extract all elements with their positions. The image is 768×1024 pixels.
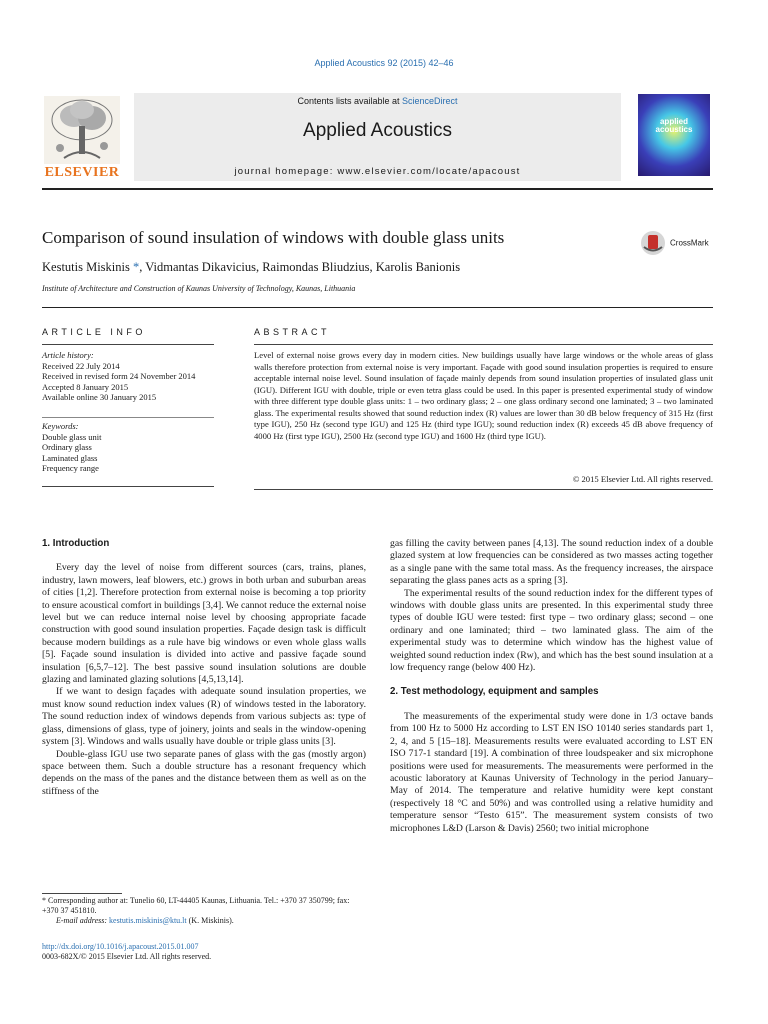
history-accepted: Accepted 8 January 2015 — [42, 381, 129, 392]
contents-prefix: Contents lists available at — [297, 96, 403, 106]
journal-citation[interactable]: Applied Acoustics 92 (2015) 42–46 — [314, 58, 454, 68]
history-online: Available online 30 January 2015 — [42, 392, 157, 403]
abstract-divider — [254, 344, 713, 345]
info-divider — [42, 344, 214, 345]
author-list — [42, 260, 460, 275]
intro-paragraph: Every day the level of noise from different sources (cars, trains, planes, industry, lawn mowers, leaf blowers, etc.) grows in both urban and suburban areas of cities [1,2]. Therefore protection from external noise is becoming a top priority to ensure acoustical comfort in buildings [3,4]. We cannot reduce the external noise level but we can reduce internal noise level by choosing appropriate facade construction with good sound insulation properties. Façade design task is difficult because modern buildings as a rule have big windows or even whole glass walls [5]. Façade sound insulation is divided into active and passive façade sound insulation [6,5,7–12]. The best passive sound insulation solutions are double glazing and laminated glazing solutions [4,5,13,14]. — [42, 562, 366, 686]
footnote — [42, 896, 366, 927]
header-rule — [42, 188, 713, 190]
publisher-wordmark: ELSEVIER — [44, 165, 120, 180]
footnote-rule — [42, 893, 122, 894]
email-label: E-mail address: — [56, 916, 110, 926]
contents-line — [134, 96, 621, 106]
history-label: Article history: — [42, 350, 94, 360]
methods-paragraph: The measurements of the experimental study were done in 1/3 octave bands from 100 Hz to 5000 Hz according to LST EN ISO 10140 series standards part 1, 2, 4, and 5 [15–18]. Measurements results were evaluated according to LST EN ISO 717-1 standard [19]. A combination of three loudspeaker and six microphone positions were used for measurements. The measurements were performed in the acoustic laboratory at Kaunas University of Technology in the period January–May of 2014. The temperature and relative humidity were kept constant (respectively 18 °C and 50%) and was controlled using a relative humidity and temperature sensor “Testo 615”. The measurement system consists of two microphones L&D (Larson & Davis) 2560; two initial microphone — [390, 710, 713, 834]
keyword-item: Ordinary glass — [42, 442, 92, 453]
history-revised: Received in revised form 24 November 2014 — [42, 371, 196, 382]
abstract-copyright: © 2015 Elsevier Ltd. All rights reserved. — [572, 474, 713, 484]
crossmark-icon — [640, 230, 666, 256]
article-info-heading: ARTICLE INFO — [42, 327, 146, 337]
keyword-item: Laminated glass — [42, 452, 98, 463]
methods-heading: 2. Test methodology, equipment and samples — [390, 686, 599, 698]
co-authors: , Vidmantas Dikavicius, Raimondas Bliudzius, Karolis Banionis — [139, 260, 461, 274]
keywords-divider — [42, 417, 214, 418]
intro-paragraph: If we want to design façades with adequate sound insulation properties, we must know sound reduction index values (R) of windows tested in the laboratory. The sound reduction index of windows depends from various subjects as: type of glass, dimensions of glass, type of joinery, joints and seals in the window-opening system [3]. Windows and walls usually have double or triple glass units [3]. — [42, 686, 366, 748]
email-suffix: (K. Miskinis). — [186, 916, 234, 926]
elsevier-tree-logo — [44, 96, 120, 164]
article-title: Comparison of sound insulation of windows with double glass units — [42, 228, 505, 247]
sciencedirect-link[interactable]: ScienceDirect — [402, 96, 458, 106]
introduction-heading: 1. Introduction — [42, 538, 110, 549]
first-author: Kestutis Miskinis — [42, 260, 133, 274]
cover-title: applied acoustics — [655, 117, 693, 134]
intro-paragraph: gas filling the cavity between panes [4,13]. The sound reduction index of a double glazed system at low frequencies can be considered as two masses acting together as a single pane with the same total mass. As the frequency increases, the airspace separating the glass panes acts as a spring [3]. — [390, 538, 713, 587]
crossmark-badge[interactable] — [640, 230, 709, 256]
page-footer — [42, 942, 366, 962]
left-column — [42, 538, 366, 798]
article-history — [42, 350, 214, 403]
crossmark-label: CrossMark — [670, 238, 709, 248]
journal-homepage[interactable]: journal homepage: www.elsevier.com/locate/apacoust — [234, 166, 521, 177]
abstract-heading: ABSTRACT — [254, 327, 331, 337]
keyword-item: Frequency range — [42, 463, 99, 474]
corresponding-author-note: * Corresponding author at: Tunelio 60, LT-44405 Kaunas, Lithuania. Tel.: +370 37 350799; fax: +370 37 451810. — [42, 896, 350, 916]
keywords-block — [42, 421, 214, 474]
abstract-text: Level of external noise grows every day in modern cities. New buildings usually have large windows or the whole areas of glass walls therefore protection from external noise is very important. Façade with good sound insulation properties is required to ensure acceptable internal noise level. Sound insulation of façade mainly depends from sound insulation properties of insulated glass unit (IGU). Different IGU with double, triple or even tetra glass could be used. In this paper is presented experimental study of window with three different type double glass units: 1 – two ordinary glass; 2 – one glass ordinary second one laminated; 3 – two laminated glass. The experimental results showed that sound reduction index (R) values are lower than 30 dB below frequency of 315 Hz (first type IGU), 250 Hz (second type IGU) and 125 Hz (third type IGU); sound reduction index (R) exceeds 45 dB above frequency of 4000 Hz (first type IGU), 2500 Hz (second type IGU) and 1600 Hz (third type IGU). — [254, 350, 713, 441]
title-rule — [42, 307, 713, 308]
corresponding-author-mark[interactable]: * — [133, 260, 140, 274]
affiliation: Institute of Architecture and Construction of Kaunas University of Technology, Kaunas, Lithuania — [42, 284, 356, 293]
journal-cover-image — [638, 94, 710, 176]
doi-link[interactable]: http://dx.doi.org/10.1016/j.apacoust.2015.01.007 — [42, 942, 199, 951]
keywords-label: Keywords: — [42, 421, 79, 431]
info-bottom-rule — [42, 486, 214, 487]
right-column — [390, 538, 713, 835]
intro-paragraph: Double-glass IGU use two separate panes of glass with the gas (mostly argon) space between them. Such a double structure has a resonant frequency which depends on the mass of the panes and the distance between them as well as on the stiffness of the — [42, 748, 366, 797]
abstract-bottom-rule — [254, 489, 713, 490]
history-received: Received 22 July 2014 — [42, 360, 120, 371]
journal-title: Applied Acoustics — [303, 120, 452, 141]
issn-line: 0003-682X/© 2015 Elsevier Ltd. All rights reserved. — [42, 952, 212, 962]
intro-paragraph: The experimental results of the sound reduction index for the different types of windows with double glass units are presented. In this experimental study three types of double IGU were tested: first type – two ordinary glass; second – one ordinary and one laminated; third – two laminated glass. The aim of the experimental study was to determine which window has the highest value of weighted sound reduction index (Rw), and which has the best sound insulation at a low frequency range (below 400 Hz). — [390, 587, 713, 674]
keyword-item: Double glass unit — [42, 431, 102, 442]
author-email-link[interactable]: kestutis.miskinis@ktu.lt — [109, 916, 187, 926]
